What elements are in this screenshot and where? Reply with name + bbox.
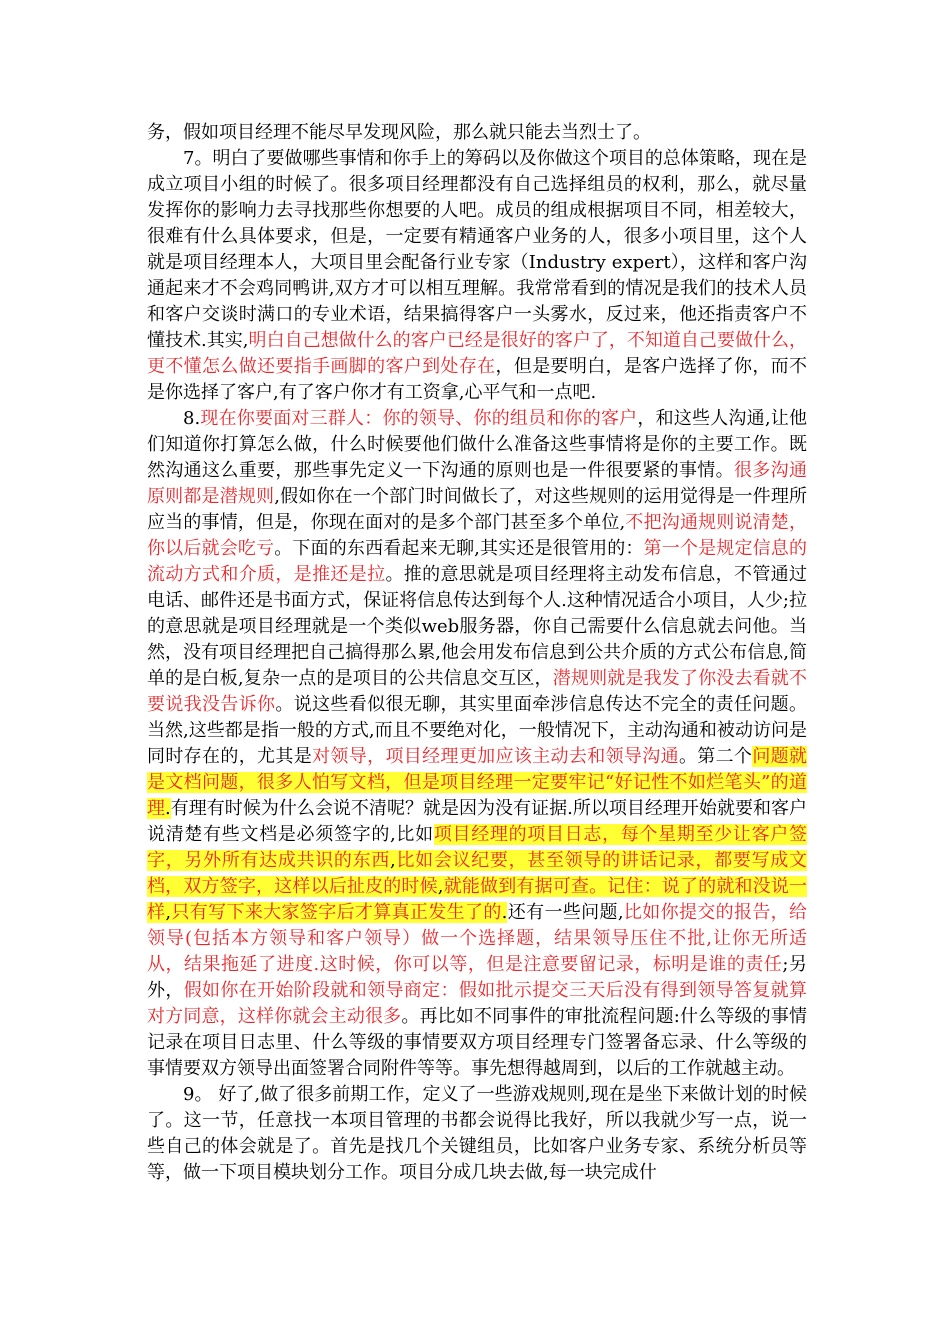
red-text-segment: 比如你提交的报告，给领导(包括本方领导和客户领导）做一个选择题，结果领导压住不批,让你无所适从，结果拖延了进度.这时候，你可以等，但是注意要留记录，标明是谁的责任	[147, 902, 808, 975]
text-segment: 。下面的东西看起来无聊,其实还是很管用的：	[274, 538, 644, 559]
highlighted-text-segment: ,	[437, 876, 444, 897]
text-segment: 。说这些看似很无聊，其实里面牵涉信息传达不完全的责任问题。当然,这些都是指一般的方式,而且不要绝对化，一般情况下，主动沟通和被动访问是同时存在的，尤其是	[147, 694, 808, 767]
highlighted-text-segment: ,	[390, 850, 396, 871]
paragraph-9	[147, 1082, 807, 1186]
text-segment: 有理有时候为什么会说不清呢？就是因为没有证据.所以项目经理开始就要和客户说清楚有些文档是必须签字的,比如	[147, 798, 808, 845]
text-segment: 8.	[183, 408, 201, 429]
paragraph-1	[147, 120, 807, 146]
text-segment: 务，假如项目经理不能尽早发现风险，那么就只能去当烈士了。	[147, 122, 651, 143]
red-text-segment: 明白自己想做什么的客户已经是很好的客户了，不知道自己要做什么，更不懂怎么做还要指手画脚的客户到处存在	[147, 330, 808, 377]
text-segment: 9。 好了,做了很多前期工作，定义了一些游戏规则,现在是坐下来做计划的时候了。这一节，任意找一本项目管理的书都会说得比我好，所以我就少写一点，说一些自己的体会就是了。首先是找几个关键组员，比如客户业务专家、系统分析员等等，做一下项目模块划分工作。项目分成几块去做,每一块完成什	[147, 1084, 807, 1183]
text-segment: ，但是要明白，是客户选择了你，而不是你选择了客户,有了客户你才有工资拿,心平气和一点吧.	[147, 356, 807, 403]
text-segment: 7。明白了要做哪些事情和你手上的筹码以及你做这个项目的总体策略，现在是成立项目小组的时候了。很多项目经理都没有自己选择组员的权利，那么，就尽量发挥你的影响力去寻找那些你想要的人吧。成员的组成根据项目不同，相差较大，很难有什么具体要求，但是，一定要有精通客户业务的人，很多小项目里，这个人就是项目经理本人，大项目里会配备行业专家（Industry expert），这样和客户沟通起来才不会鸡同鸭讲,双方才可以相互理解。我常常看到的情况是我们的技术人员和客户交谈时满口的专业术语，结果搞得客户一头雾水，反过来，他还指责客户不懂技术.其实,	[147, 148, 807, 351]
paragraph-7	[147, 146, 807, 406]
text-segment: 还有一些问题,	[507, 902, 624, 923]
text-segment: ，和这些人沟通,让他们知道你打算怎么做，什么时候要他们做什么准备这些事情将是你的主要工作。既然沟通这么重要，那些事先定义一下沟通的原则也是一件很要紧的事情。	[147, 408, 807, 481]
highlighted-red-text-segment: 项目经理的项目日志，每个星期至少让客户签字，另外所有达成共识的东西	[147, 824, 807, 871]
paragraph-8	[147, 406, 807, 1082]
highlighted-red-text-segment: 比如会议纪要，甚至领导的讲话记录，都要写成文档，双方签字，这样以后扯皮的时候	[147, 850, 808, 897]
red-text-segment: 对领导，项目经理更加应该主动去和领导沟通	[312, 746, 679, 767]
highlighted-text-segment: .	[165, 798, 171, 819]
document-page	[147, 120, 807, 1186]
red-text-segment: 潜规则就是我发了你没去看就不要说我没告诉你	[147, 668, 807, 715]
text-segment: ;另外，	[147, 954, 807, 1001]
red-text-segment: 假如你在开始阶段就和领导商定：假如批示提交三天后没有得到领导答复就算对方同意，这样你就会主动很多	[147, 980, 807, 1027]
text-segment: 。推的意思就是项目经理将主动发布信息，不管通过电话、邮件还是书面方式，保证将信息传达到每个人.这种情况适合小项目，人少;拉的意思就是项目经理就是一个类似web服务器，你自己需要什么信息就去问他。当然，没有项目经理把自己搞得那么累,他会用发布信息到公共介质的方式公布信息,简单的是白板,复杂一点的是项目的公共信息交互区，	[147, 564, 808, 689]
red-text-segment: 不把沟通规则说清楚，你以后就会吃亏	[147, 512, 807, 559]
highlighted-red-text-segment: 只有写下来大家签字后才算真正发生了的	[171, 902, 502, 923]
highlighted-red-text-segment: 问题就是文档问题，很多人怕写文档，但是项目经理一定要牢记“好记性不如烂笔头”的道理	[147, 746, 808, 819]
text-segment: ,假如你在一个部门时间做长了，对这些规则的运用觉得是一件理所应当的事情，但是，你现在面对的是多个部门甚至多个单位,	[147, 486, 808, 533]
red-text-segment: 现在你要面对三群人：你的领导、你的组员和你的客户	[200, 408, 638, 429]
text-segment: 。再比如不同事件的审批流程问题:什么等级的事情记录在项目日志里、什么等级的事情要双方项目经理专门签署备忘录、什么等级的事情要双方领导出面签署合同附件等等。事先想得越周到，以后的工作就越主动。	[147, 1006, 808, 1079]
red-text-segment: 很多沟通原则都是潜规则	[147, 460, 807, 507]
highlighted-red-text-segment: 就能做到有据可查。记住：说了的就和没说一样	[147, 876, 808, 923]
highlighted-text-segment: ,	[165, 902, 172, 923]
highlighted-text-segment: .	[501, 902, 508, 923]
text-segment: 。第二个	[678, 746, 753, 767]
red-text-segment: 第一个是规定信息的流动方式和介质，是推还是拉	[147, 538, 807, 585]
